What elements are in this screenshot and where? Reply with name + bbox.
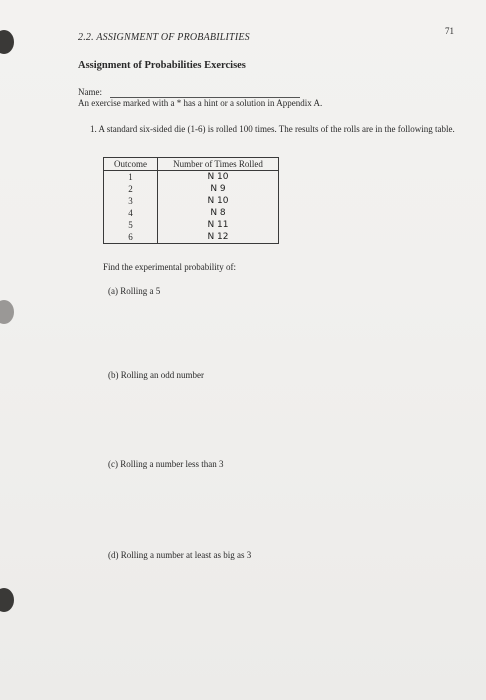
outcome-cell: 4 (104, 207, 158, 219)
question-prompt: Find the experimental probability of: (103, 262, 236, 272)
count-cell: N 11 (158, 219, 279, 231)
outcome-cell: 2 (104, 183, 158, 195)
question-1-text: 1. A standard six-sided die (1-6) is rolled 100 times. The results of the rolls are in the following table. (90, 124, 455, 134)
count-cell: N 9 (158, 183, 279, 195)
binder-hole (0, 300, 14, 324)
outcome-cell: 5 (104, 219, 158, 231)
table-row (104, 231, 279, 244)
part-a-label: (a) Rolling a 5 (108, 286, 161, 296)
count-cell: N 10 (158, 195, 279, 207)
binder-hole (0, 30, 14, 54)
part-d-label: (d) Rolling a number at least as big as 3 (108, 550, 252, 560)
table-row (104, 171, 279, 184)
intro-text: An exercise marked with a * has a hint or a solution in Appendix A. (78, 98, 323, 108)
part-b-label: (b) Rolling an odd number (108, 370, 204, 380)
table-row (104, 195, 279, 207)
page-number: 71 (445, 26, 454, 36)
outcome-cell: 6 (104, 231, 158, 244)
table-header-row (104, 158, 279, 171)
page-title: Assignment of Probabilities Exercises (78, 60, 246, 71)
column-header-outcome: Outcome (104, 158, 158, 171)
binder-hole (0, 588, 14, 612)
part-c-label: (c) Rolling a number less than 3 (108, 459, 224, 469)
name-label: Name: (78, 87, 102, 97)
outcome-cell: 1 (104, 171, 158, 184)
table-row (104, 219, 279, 231)
count-cell: N 10 (158, 171, 279, 184)
results-table (103, 157, 279, 244)
count-cell: N 12 (158, 231, 279, 244)
running-header: 2.2. ASSIGNMENT OF PROBABILITIES (78, 32, 250, 43)
count-cell: N 8 (158, 207, 279, 219)
table-row (104, 207, 279, 219)
column-header-count: Number of Times Rolled (158, 158, 279, 171)
outcome-cell: 3 (104, 195, 158, 207)
table-row (104, 183, 279, 195)
